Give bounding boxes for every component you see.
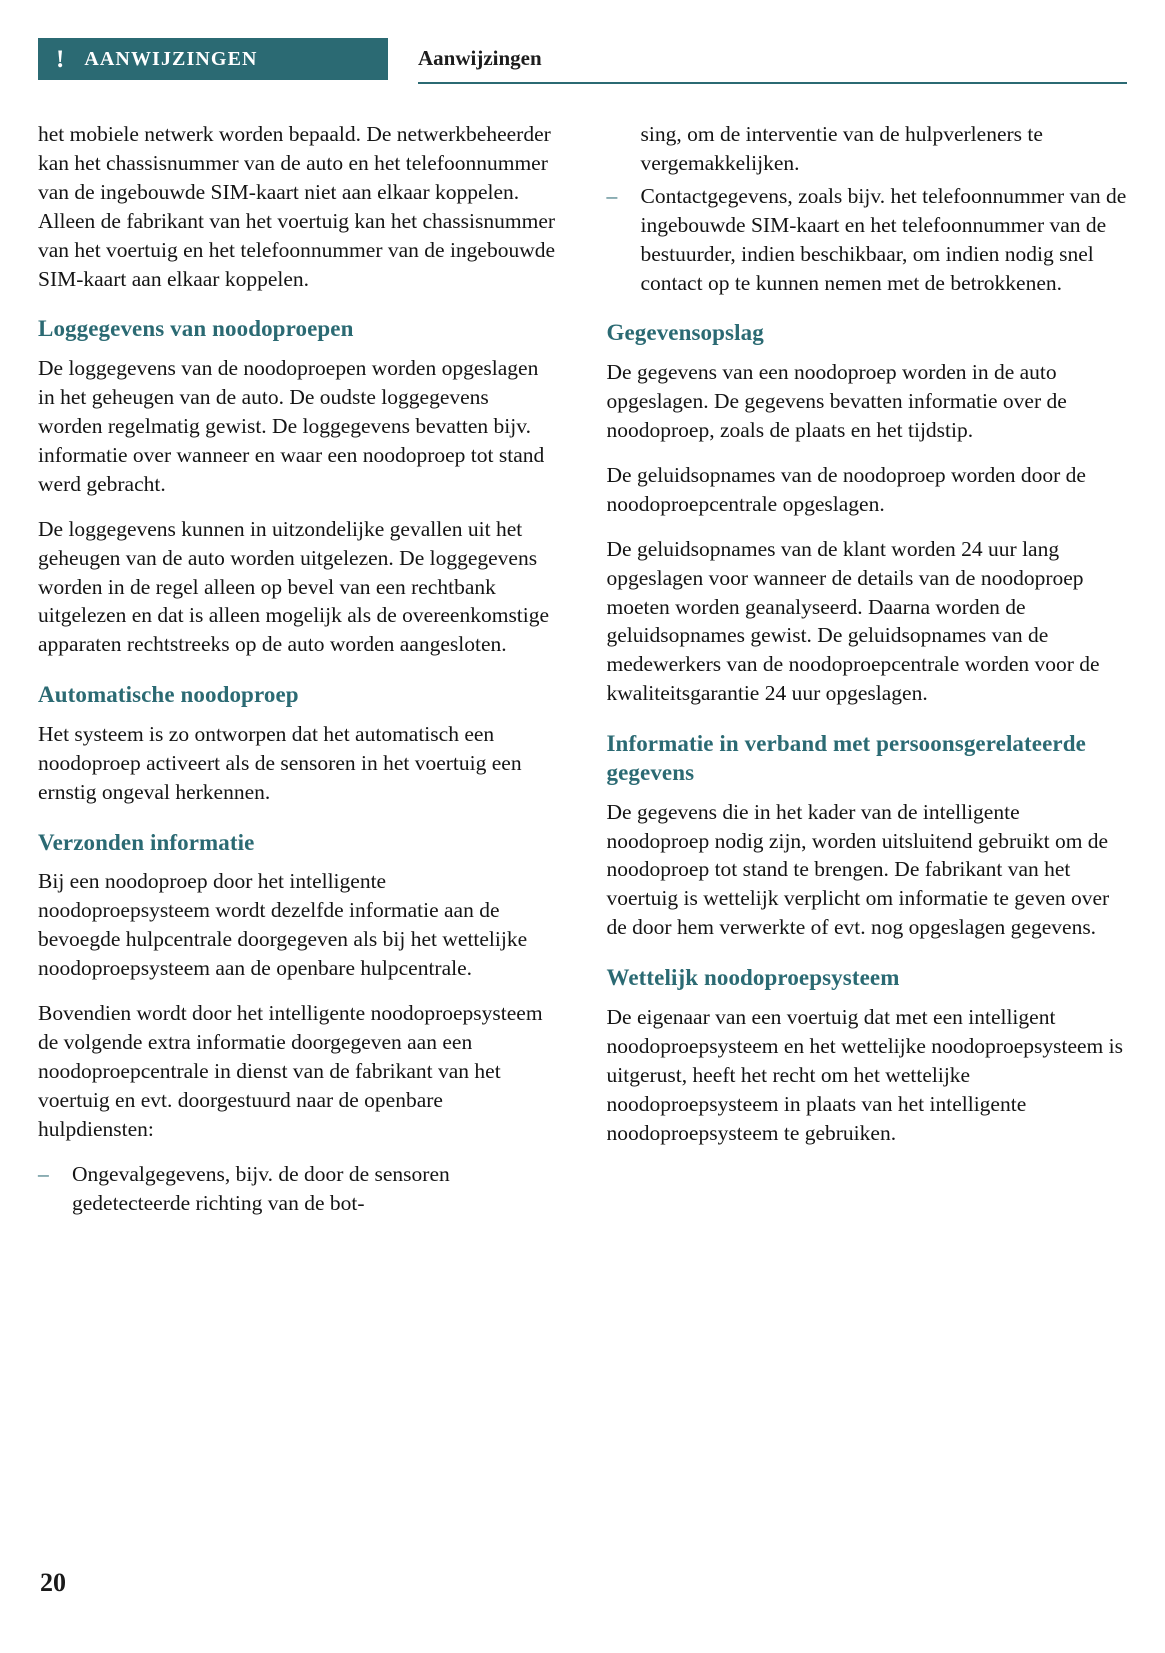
- section-heading-wettelijk-noodoproepsysteem: Wettelijk noodoproepsysteem: [606, 965, 900, 991]
- left-column: [38, 120, 559, 1221]
- paragraph: De loggegevens van de noodoproepen worden opgeslagen in het geheugen van de auto. De oudste loggegevens worden regelmatig gewist. De loggegevens bevatten bijv. informatie over wanneer en waar een noodoproep tot stand werd gebracht.: [38, 356, 545, 496]
- bullet-text: Contactgegevens, zoals bijv. het telefoonnummer van de ingebouwde SIM-kaart en het telefoonnummer van de bestuurder, indien beschikbaar, om indien nodig snel contact op te kunnen nemen met de betrokkenen.: [640, 183, 1127, 295]
- exclamation-mark-icon: !: [56, 45, 65, 73]
- bullet-dash: –: [606, 183, 618, 208]
- bullet-text: Ongevalgegevens, bijv. de door de sensoren gedetecteerde richting van de bot-: [72, 1161, 450, 1215]
- paragraph: Bovendien wordt door het intelligente noodoproepsysteem de volgende extra informatie doorgegeven aan een noodoproepcentrale in dienst van de fabrikant van het voertuig en evt. doorgestuurd naar de openbare hulpdiensten:: [38, 1001, 543, 1141]
- section-heading-gegevensopslag: Gegevensopslag: [606, 320, 764, 346]
- list-item: [607, 182, 1128, 298]
- paragraph: De geluidsopnames van de noodoproep worden door de noodoproepcentrale opgeslagen.: [606, 462, 1086, 516]
- paragraph: Het systeem is zo ontworpen dat het automatisch een noodoproep activeert als de sensoren in het voertuig een ernstig ongeval herkennen.: [38, 722, 522, 804]
- bullet-dash: –: [38, 1161, 49, 1186]
- content-columns: [38, 120, 1127, 1221]
- right-column: [607, 120, 1128, 1221]
- section-heading-verzonden-informatie: Verzonden informatie: [38, 829, 255, 855]
- paragraph: De geluidsopnames van de klant worden 24 uur lang opgeslagen voor wanneer de details van de noodoproep moeten worden geanalyseerd. Daarna worden de geluidsopnames gewist. De geluidsopnames van de medewerkers van de noodoproepcentrale worden voor de kwaliteitsgarantie 24 uur opgeslagen.: [606, 536, 1100, 706]
- chapter-tab: [38, 38, 388, 80]
- list-item-continued: [607, 120, 1128, 178]
- paragraph: De eigenaar van een voertuig dat met een intelligent noodoproepsysteem en het wettelijke noodoproepsysteem is uitgerust, heeft het recht om het wettelijke noodoproepsysteem in plaats van het intelligente noodoproepsysteem te gebruiken.: [606, 1004, 1123, 1145]
- intro-paragraph: het mobiele netwerk worden bepaald. De netwerkbeheerder kan het chassisnummer van de auto en het telefoonnummer van de ingebouwde SIM-kaart niet aan elkaar koppelen. Alleen de fabrikant van het voertuig kan het chassisnummer van het voertuig en het telefoonnummer van de ingebouwde SIM-kaart aan elkaar koppelen.: [38, 122, 556, 291]
- paragraph: Bij een noodoproep door het intelligente noodoproepsysteem wordt dezelfde informatie aan de bevoegde hulpcentrale doorgegeven als bij het wettelijke noodoproepsysteem aan de openbare hulpcentrale.: [38, 869, 528, 981]
- header-divider: [418, 82, 1127, 84]
- section-heading-loggegevens: Loggegevens van noodoproepen: [38, 316, 354, 342]
- page-header: [38, 38, 1127, 88]
- paragraph: De loggegevens kunnen in uitzondelijke gevallen uit het geheugen van de auto worden uitgelezen. De loggegevens worden in de regel alleen op bevel van een rechtbank uitgelezen en dat is alleen mogelijk als de overeenkomstige apparaten rechtstreeks op de auto worden aangesloten.: [38, 516, 550, 657]
- bullet-dash-empty: [607, 120, 641, 178]
- bullet-text: sing, om de interventie van de hulpverleners te vergemakkelijken.: [640, 122, 1043, 175]
- section-heading-automatische-noodoproep: Automatische noodoproep: [38, 682, 299, 708]
- page-title: Aanwijzingen: [418, 46, 542, 70]
- section-heading-persoonsgerelateerde-gegevens: Informatie in verband met persoonsgerelateerde gegevens: [606, 731, 1086, 785]
- chapter-tab-label: AANWIJZINGEN: [84, 47, 258, 70]
- paragraph: De gegevens die in het kader van de intelligente noodoproep nodig zijn, worden uitsluitend gebruikt om de noodoproep tot stand te brengen. De fabrikant van het voertuig is wettelijk verplicht om informatie te geven over de door hem verwerkte of evt. nog opgeslagen gegevens.: [606, 799, 1110, 940]
- list-item: [38, 1160, 559, 1218]
- paragraph: De gegevens van een noodoproep worden in de auto opgeslagen. De gegevens bevatten informatie over de noodoproep, zoals de plaats en het tijdstip.: [606, 360, 1067, 442]
- page-number: 20: [40, 1568, 66, 1597]
